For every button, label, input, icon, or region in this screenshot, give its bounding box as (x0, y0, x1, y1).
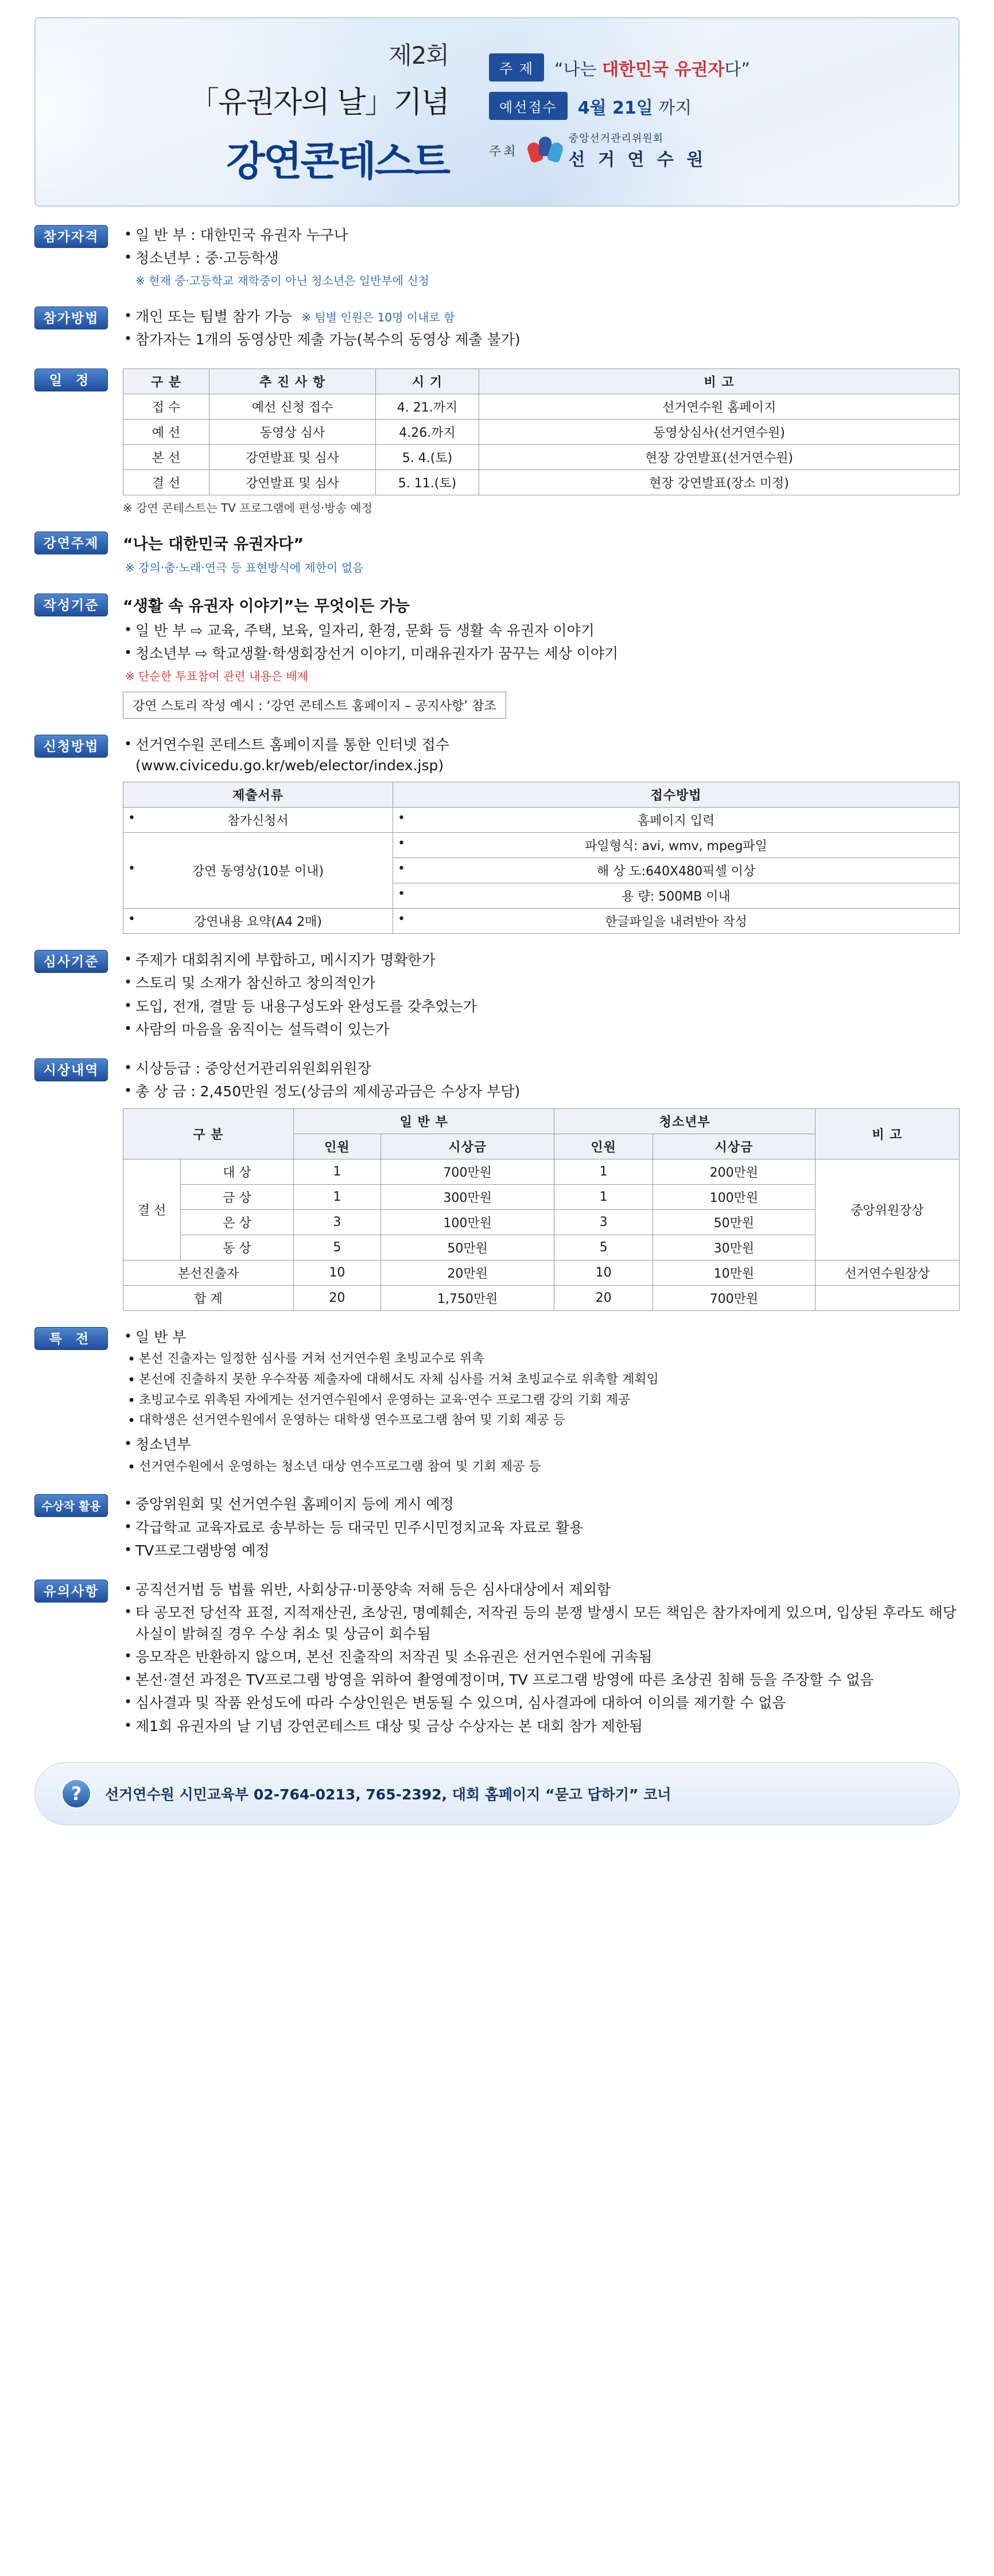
cell-grade: 동 상 (181, 1235, 294, 1260)
table-row (123, 1260, 960, 1285)
list-item: • 도입, 전개, 결말 등 내용구성도와 완성도를 갖추었는가 (123, 996, 960, 1017)
section-judging (34, 949, 960, 1042)
col-division: 구 분 (123, 369, 209, 394)
cell-task: 동영상 심사 (209, 420, 376, 445)
list-item: • 스토리 및 소재가 참신하고 창의적인가 (123, 973, 960, 994)
usage-list (123, 1494, 960, 1561)
list-item: • 청소년부 (123, 1434, 960, 1455)
label-awards: 시상내역 (34, 1058, 108, 1081)
section-usage (34, 1493, 960, 1564)
list-item: • 청소년부 ⇨ 학교생활·학생회장선거 이야기, 미래유권자가 꿈꾸는 세상 이야기 (123, 643, 960, 664)
body-usage (123, 1493, 960, 1564)
col-youth-count: 인원 (554, 1134, 653, 1159)
cell-note: 중앙위원장상 (815, 1159, 959, 1260)
apply-url: (www.civicedu.go.kr/web/elector/index.jsp) (135, 756, 444, 774)
section-schedule (34, 367, 960, 515)
cell-youth-count: 20 (554, 1285, 653, 1310)
cell-note: 현장 강연발표(선거연수원) (479, 445, 960, 470)
awards-list (123, 1058, 960, 1103)
cell-division: 접 수 (123, 394, 209, 420)
col-general-count: 인원 (293, 1134, 380, 1159)
cell-time: 4.26.까지 (376, 420, 479, 445)
label-usage: 수상작 활용 (34, 1494, 108, 1517)
nec-emblem-icon (529, 134, 562, 166)
benefits-general-details (126, 1350, 960, 1430)
cell-method: • 파일형식: avi, wmv, mpeg파일 (393, 833, 960, 858)
label-schedule: 일 정 (34, 368, 108, 391)
list-item: • 일 반 부 : 대한민국 유권자 누구나 (123, 225, 960, 246)
topic-value-pre: “나는 (554, 59, 603, 80)
schedule-note: ※ 강연 콘테스트는 TV 프로그램에 편성·방송 예정 (123, 501, 372, 515)
cell-time: 4. 21.까지 (376, 394, 479, 420)
event-subtitle: 「유권자의 날」기념 (189, 86, 449, 120)
body-theme (123, 530, 960, 577)
theme-note: ※ 강의·춤·노래·연극 등 표현방식에 제한이 없음 (125, 561, 364, 575)
contact-footer (34, 1762, 960, 1825)
col-youth-prize: 시상금 (653, 1134, 815, 1159)
list-item: • 일 반 부 (123, 1327, 960, 1348)
cell-note: 선거연수원장상 (815, 1260, 959, 1285)
cell-time: 5. 11.(토) (376, 470, 479, 495)
header-title-block (36, 37, 472, 187)
section-notices (34, 1578, 960, 1739)
list-item: • 중앙위원회 및 선거연수원 홈페이지 등에 게시 예정 (123, 1494, 960, 1515)
cell-method: • 홈페이지 입력 (393, 808, 960, 833)
col-youth: 청소년부 (554, 1108, 815, 1134)
header-info-block (472, 53, 958, 170)
cell-document: • 강연 동영상(10분 이내) (123, 833, 393, 909)
col-time: 시 기 (376, 369, 479, 394)
col-documents: 제출서류 (123, 782, 393, 808)
body-schedule (123, 367, 960, 515)
deadline-suffix: 까지 (653, 98, 692, 118)
topic-row (489, 53, 958, 82)
cell-youth-count: 5 (554, 1235, 653, 1260)
event-edition: 제2회 (389, 41, 449, 69)
cell-note: 동영상심사(선거연수원) (479, 420, 960, 445)
cell-general-count: 20 (293, 1285, 380, 1310)
table-row (123, 808, 960, 833)
list-item: • 심사결과 및 작품 완성도에 따라 수상인원은 변동될 수 있으며, 심사결과에 대하여 이의를 제기할 수 없음 (123, 1693, 960, 1713)
label-theme: 강연주제 (34, 532, 108, 554)
cell-youth-count: 1 (554, 1184, 653, 1209)
deadline-row (489, 92, 958, 120)
submit-table (123, 782, 960, 934)
section-qualification (34, 224, 960, 290)
list-item: • 응모작은 반환하지 않으며, 본선 진출작의 저작권 및 소유권은 선거연수원에 귀속됨 (123, 1647, 960, 1667)
list-item: • 총 상 금 : 2,450만원 정도(상금의 제세공과금은 수상자 부담) (123, 1081, 960, 1102)
table-row (123, 470, 960, 495)
cell-youth-count: 1 (554, 1159, 653, 1184)
theme-title: “나는 대한민국 유권자다” (123, 536, 304, 553)
host-row (489, 130, 958, 170)
list-item: • 초빙교수로 위촉된 자에게는 선거연수원에서 운영하는 교육·연수 프로그램 강의 기회 제공 (126, 1391, 960, 1410)
cell-general-prize: 20만원 (380, 1260, 554, 1285)
nec-logo (529, 130, 707, 170)
label-qualification: 참가자격 (34, 225, 108, 248)
col-general-prize: 시상금 (380, 1134, 554, 1159)
criteria-list (123, 620, 960, 665)
cell-youth-count: 3 (554, 1209, 653, 1235)
list-item (123, 735, 960, 777)
cell-time: 5. 4.(토) (376, 445, 479, 470)
list-item: • 타 공모전 당선작 표절, 지적재산권, 초상권, 명예훼손, 저작권 등의 분쟁 발생시 모든 책임은 참가자에게 있으며, 입상된 후라도 해당 사실이 밝혀질 경우 수상 취소 및 상금이 회수됨 (123, 1603, 960, 1644)
list-item: • TV프로그램방영 예정 (123, 1541, 960, 1561)
section-method (34, 305, 960, 353)
criteria-example-box: 강연 스토리 작성 예시 : ‘강연 콘테스트 홈페이지 – 공지사항’ 참조 (123, 692, 506, 719)
body-awards (123, 1057, 960, 1311)
list-item: • 청소년부 : 중·고등학생 (123, 248, 960, 269)
cell-note: 선거연수원 홈페이지 (479, 394, 960, 420)
body-judging (123, 949, 960, 1042)
table-row (123, 1159, 960, 1184)
poster-page (0, 17, 994, 1848)
apply-list (123, 735, 960, 777)
section-criteria (34, 592, 960, 719)
list-item: • 공직선거법 등 법률 위반, 사회상규·미풍양속 저해 등은 심사대상에서 제외함 (123, 1580, 960, 1600)
poster-header (34, 17, 960, 207)
list-item: • 주제가 대회취지에 부합하고, 메시지가 명확한가 (123, 950, 960, 971)
cell-youth-prize: 30만원 (653, 1235, 815, 1260)
cell-task: 강연발표 및 심사 (209, 445, 376, 470)
cell-general-count: 1 (293, 1184, 380, 1209)
cell-general-prize: 700만원 (380, 1159, 554, 1184)
label-notices: 유의사항 (34, 1580, 108, 1603)
col-note: 비 고 (815, 1108, 959, 1159)
list-item: • 일 반 부 ⇨ 교육, 주택, 보육, 일자리, 환경, 문화 등 생활 속 유권자 이야기 (123, 620, 960, 641)
cell-grade: 은 상 (181, 1209, 294, 1235)
list-item: • 사람의 마음을 움직이는 설득력이 있는가 (123, 1019, 960, 1040)
table-row (123, 445, 960, 470)
cell-task: 강연발표 및 심사 (209, 470, 376, 495)
cell-general-prize: 300만원 (380, 1184, 554, 1209)
body-apply (123, 734, 960, 934)
list-item: • 본선에 진출하지 못한 우수작품 제출자에 대해서도 자체 심사를 거쳐 초빙교수로 위촉할 계획임 (126, 1371, 960, 1389)
cell-task: 예선 신청 접수 (209, 394, 376, 420)
event-title: 강연콘테스트 (226, 138, 449, 185)
prize-table-body (123, 1159, 960, 1310)
question-mark-icon: ? (61, 1779, 91, 1809)
col-note: 비 고 (479, 369, 960, 394)
topic-tag: 주 제 (489, 53, 544, 82)
cell-division: 예 선 (123, 420, 209, 445)
criteria-note: ※ 단순한 투표참여 관련 내용은 배제 (125, 669, 309, 683)
list-item (123, 307, 960, 327)
cell-general-count: 10 (293, 1260, 380, 1285)
cell-general-count: 3 (293, 1209, 380, 1235)
deadline-value (578, 94, 692, 119)
cell-youth-count: 10 (554, 1260, 653, 1285)
cell-division: 본 선 (123, 445, 209, 470)
topic-value-highlight: 대한민국 유권자 (602, 59, 725, 80)
cell-note (815, 1285, 959, 1310)
qualification-note: ※ 현재 중·고등학교 재학중이 아닌 청소년은 일반부에 신청 (135, 273, 429, 288)
cell-general-count: 5 (293, 1235, 380, 1260)
table-row (123, 909, 960, 934)
method-item1-note: ※ 팀별 인원은 10명 이내로 함 (301, 310, 455, 324)
nec-logo-text (569, 130, 707, 170)
list-item: • 참가자는 1개의 동영상만 제출 가능(복수의 동영상 제출 불가) (123, 329, 960, 350)
col-division: 구 분 (123, 1108, 294, 1159)
cell-general-prize: 100만원 (380, 1209, 554, 1235)
method-item1: 개인 또는 팀별 참가 가능 (135, 308, 293, 325)
list-item: • 시상등급 : 중앙선거관리위원회위원장 (123, 1058, 960, 1079)
cell-document: • 강연내용 요약(A4 2매) (123, 909, 393, 934)
col-task: 추 진 사 항 (209, 369, 376, 394)
contact-text: 선거연수원 시민교육부 02-764-0213, 765-2392, 대회 홈페이지 “묻고 답하기” 코너 (105, 1786, 671, 1803)
poster-content (0, 207, 994, 1739)
criteria-title: “생활 속 유권자 이야기”는 무엇이든 가능 (123, 598, 410, 615)
body-criteria (123, 592, 960, 719)
body-notices (123, 1578, 960, 1739)
cell-group: 결 선 (123, 1159, 181, 1260)
list-item: • 선거연수원에서 운영하는 청소년 대상 연수프로그램 참여 및 기회 제공 등 (126, 1458, 960, 1476)
cell-method: • 한글파일을 내려받아 작성 (393, 909, 960, 934)
deadline-date: 4월 21일 (577, 98, 653, 118)
body-qualification (123, 224, 960, 290)
topic-value-post: 다” (724, 59, 750, 80)
cell-youth-prize: 200만원 (653, 1159, 815, 1184)
cell-general-prize: 1,750만원 (380, 1285, 554, 1310)
deadline-tag: 예선접수 (489, 92, 568, 120)
nec-org-line2: 선 거 연 수 원 (568, 150, 707, 170)
list-item: • 제1회 유권자의 날 기념 강연콘테스트 대상 및 금상 수상자는 본 대회 참가 제한됨 (123, 1716, 960, 1737)
label-judging: 심사기준 (34, 950, 108, 973)
cell-method: • 해 상 도:640X480픽셀 이상 (393, 858, 960, 883)
label-benefits: 특 전 (34, 1327, 108, 1350)
cell-document: • 참가신청서 (123, 808, 393, 833)
apply-item1: 선거연수원 콘테스트 홈페이지를 통한 인터넷 접수 (135, 736, 449, 753)
method-list (123, 307, 960, 351)
table-header-row (123, 1108, 960, 1134)
topic-value (554, 55, 750, 80)
table-header-row (123, 782, 960, 808)
list-item: • 각급학교 교육자료로 송부하는 등 대국민 민주시민정치교육 자료로 활용 (123, 1518, 960, 1538)
host-label: 주최 (489, 144, 518, 159)
section-apply (34, 734, 960, 934)
schedule-table-body (123, 394, 960, 495)
col-submit-method: 접수방법 (393, 782, 960, 808)
table-row (123, 394, 960, 420)
table-header-row (123, 369, 960, 394)
col-general: 일 반 부 (293, 1108, 554, 1134)
cell-youth-prize: 10만원 (653, 1260, 815, 1285)
section-theme (34, 530, 960, 577)
benefits-general-list (123, 1327, 960, 1348)
section-awards (34, 1057, 960, 1311)
qualification-list (123, 225, 960, 269)
cell-general-count: 1 (293, 1159, 380, 1184)
cell-youth-prize: 100만원 (653, 1184, 815, 1209)
cell-group: 합 계 (123, 1285, 294, 1310)
cell-note: 현장 강연발표(장소 미정) (479, 470, 960, 495)
list-item: • 본선 진출자는 일정한 심사를 거쳐 선거연수원 초빙교수로 위촉 (126, 1350, 960, 1368)
table-row (123, 420, 960, 445)
table-row (123, 1285, 960, 1310)
list-item: • 본선·결선 과정은 TV프로그램 방영을 위하여 촬영예정이며, TV 프로그램 방영에 따른 초상권 침해 등을 주장할 수 없음 (123, 1670, 960, 1690)
notices-list (123, 1580, 960, 1737)
prize-table (123, 1108, 960, 1311)
list-item: • 대학생은 선거연수원에서 운영하는 대학생 연수프로그램 참여 및 기회 제공 등 (126, 1411, 960, 1430)
cell-grade: 대 상 (181, 1159, 294, 1184)
section-benefits (34, 1326, 960, 1479)
judging-list (123, 950, 960, 1040)
nec-org-line1: 중앙선거관리위원회 (568, 133, 664, 145)
table-row (123, 833, 960, 858)
submit-table-body (123, 808, 960, 934)
cell-youth-prize: 700만원 (653, 1285, 815, 1310)
cell-group: 본선진출자 (123, 1260, 294, 1285)
cell-youth-prize: 50만원 (653, 1209, 815, 1235)
body-method (123, 305, 960, 353)
benefits-youth-list (123, 1434, 960, 1455)
cell-method: • 용 량: 500MB 이내 (393, 883, 960, 909)
cell-grade: 금 상 (181, 1184, 294, 1209)
label-method: 참가방법 (34, 307, 108, 329)
label-apply: 신청방법 (34, 735, 108, 758)
benefits-youth-details (126, 1458, 960, 1476)
body-benefits (123, 1326, 960, 1479)
schedule-table (123, 368, 960, 495)
label-criteria: 작성기준 (34, 593, 108, 616)
cell-division: 결 선 (123, 470, 209, 495)
cell-general-prize: 50만원 (380, 1235, 554, 1260)
